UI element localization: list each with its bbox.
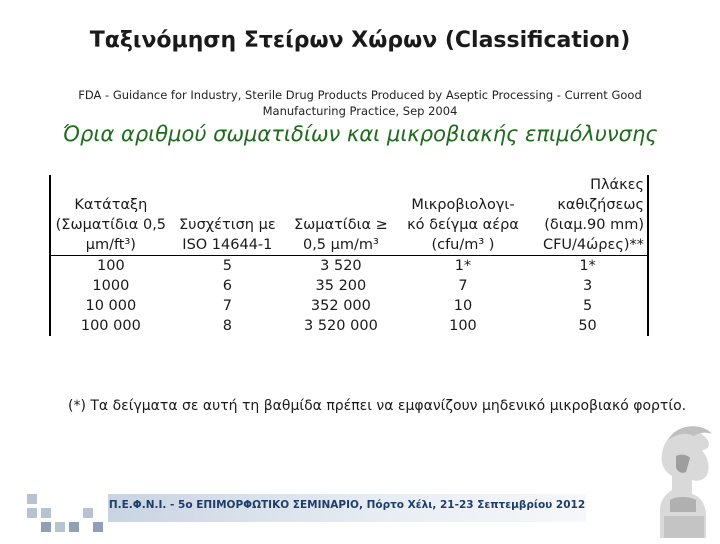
table-cell: 1* bbox=[579, 258, 596, 274]
source-line-1: FDA - Guidance for Industry, Sterile Drug Products Produced by Aseptic Processing - Current Good bbox=[78, 88, 642, 102]
table-cell: 8 bbox=[222, 318, 232, 334]
table-cell: 3 bbox=[582, 278, 593, 294]
header-text: 0,5 μm/m³ bbox=[302, 237, 379, 253]
table-cell: 3 520 bbox=[320, 258, 362, 274]
table-row bbox=[50, 316, 648, 336]
table-cell: 5 bbox=[222, 258, 232, 274]
header-text: καθιζήσεως bbox=[557, 197, 644, 213]
subtitle-rest: ρια αριθμού σωματιδίων και μικροβιακής επιμόλυνσης bbox=[80, 122, 658, 146]
table-row bbox=[50, 276, 648, 296]
table-cell: 50 bbox=[578, 318, 597, 334]
header-text: (διαμ.90 mm) bbox=[544, 217, 644, 233]
table-cell: 1* bbox=[454, 258, 472, 274]
table-cell: 10 bbox=[453, 298, 473, 314]
table-cell: 6 bbox=[222, 278, 232, 294]
table-row bbox=[50, 296, 648, 316]
footer-text: Π.Ε.Φ.Ν.Ι. - 5ο ΕΠΙΜΟΡΦΩΤΙΚΟ ΣΕΜΙΝΑΡΙΟ, Πόρτο Χέλι, 21-23 Σεπτεμβρίου 2012 bbox=[108, 499, 586, 511]
table-cell: 100 bbox=[449, 318, 477, 334]
source-citation bbox=[60, 87, 660, 119]
header-particles bbox=[284, 175, 398, 256]
table-cell: 100 bbox=[97, 258, 125, 274]
header-text: (cfu/m³ ) bbox=[431, 237, 495, 253]
table-cell: 10 000 bbox=[85, 298, 137, 314]
header-text: ISO 14644-1 bbox=[182, 237, 273, 253]
classification-table bbox=[49, 175, 649, 336]
header-text: (Σωματίδια 0,5 bbox=[55, 217, 167, 233]
subtitle-lead: Ό bbox=[62, 122, 81, 146]
table-cell: 5 bbox=[582, 298, 593, 314]
header-text: Πλάκες bbox=[590, 177, 644, 193]
header-text: Κατάταξη bbox=[74, 197, 148, 213]
header-settle-plates bbox=[528, 175, 648, 256]
header-text: CFU/4ώρες)** bbox=[542, 237, 644, 253]
table-cell: 7 bbox=[222, 298, 232, 314]
footnote: (*) Τα δείγματα σε αυτή τη βαθμίδα πρέπει να εμφανίζουν μηδενικό μικροβιακό φορτίο. bbox=[68, 398, 687, 414]
slide-subtitle bbox=[0, 122, 720, 146]
header-text: κό δείγμα αέρα bbox=[407, 217, 519, 233]
header-text: Μικροβιολογι- bbox=[411, 197, 515, 213]
header-air-sample bbox=[398, 175, 528, 256]
header-text: Συσχέτιση με bbox=[179, 217, 276, 233]
source-line-2: Manufacturing Practice, Sep 2004 bbox=[262, 104, 458, 118]
table-cell: 7 bbox=[458, 278, 468, 294]
header-iso bbox=[171, 175, 284, 256]
table-cell: 352 000 bbox=[310, 298, 371, 314]
table-cell: 35 200 bbox=[315, 278, 367, 294]
header-text: μm/ft³) bbox=[85, 237, 136, 253]
table-cell: 1000 bbox=[92, 278, 130, 294]
header-classification bbox=[50, 175, 171, 256]
spartan-helmet-logo-icon bbox=[646, 420, 720, 540]
decorative-squares-icon bbox=[27, 494, 107, 540]
table-header-row bbox=[50, 175, 648, 256]
header-text: Σωματίδια ≥ bbox=[293, 217, 388, 233]
table-cell: 100 000 bbox=[80, 318, 141, 334]
table-row bbox=[50, 256, 648, 277]
slide-title: Ταξινόμηση Στείρων Χώρων (Classification) bbox=[89, 28, 631, 53]
table-cell: 3 520 000 bbox=[304, 318, 378, 334]
